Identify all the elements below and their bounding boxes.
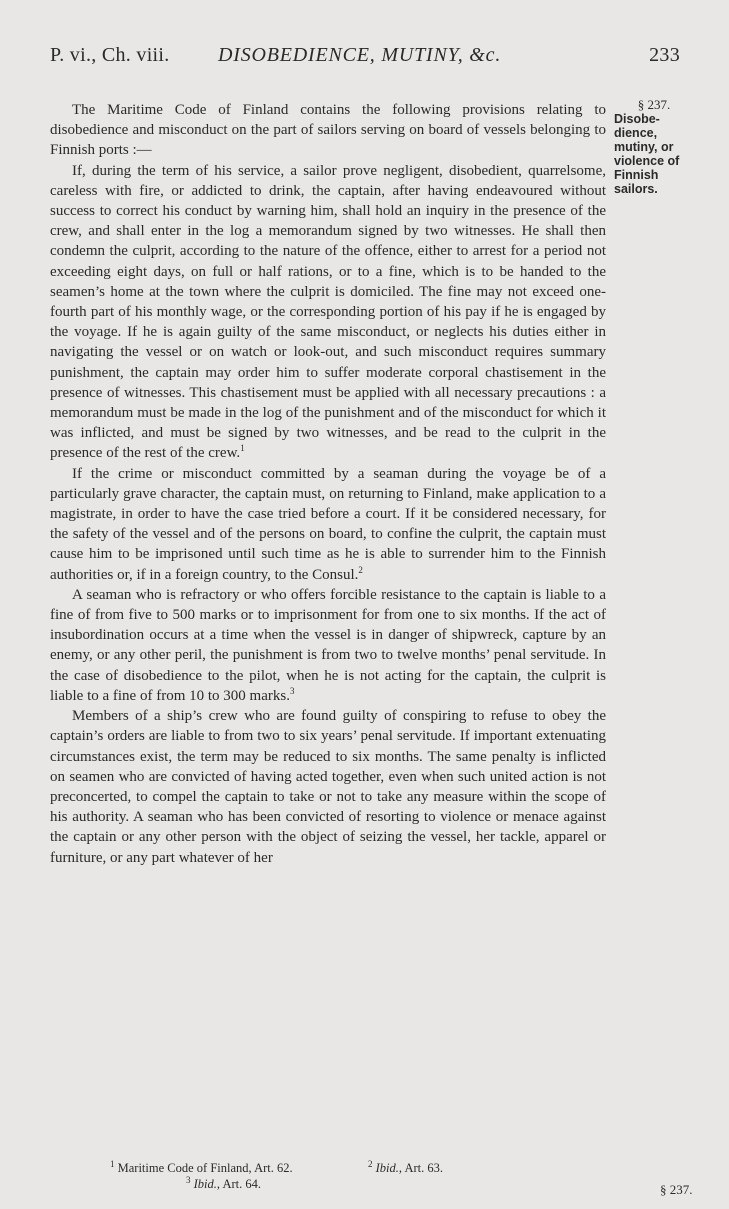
paragraph-2: If, during the term of his service, a sailor prove negligent, disobedient, quarrelsome, careless with fire, or addicted to drink, the captain, after having endeavoured without success to correct his conduct by warning him, shall hold an inquiry in the presence of the crew, and shall enter in the log a memorandum signed by two witnesses. He shall then condemn the culprit, according to the nature of the offence, either to arrest for a period not exceeding eight days, on full or half rations, or to a fine, which is to be handed to the seamen’s home at the town where the culprit is domiciled. The fine may not exceed one-fourth part of his monthly wage, or the corresponding portion of his pay if he is engaged by the voyage. If he is again guilty of the same misconduct, or neglects his duties either in navigating the vessel or on watch or look-out, and such misconduct requires summary punishment, the captain may order him to suffer moderate corporal chastisement in the presence of witnesses. This chastisement must be applied with all necessary precautions : a memorandum must be made in the log of the punishment and of the misconduct for which it was inflicted, and must be signed by two witnesses, and be read to the culprit in the presence of the rest of the crew.$^1$ [50, 162, 606, 462]
paragraph-4: A seaman who is refractory or who offers forcible resistance to the captain is liable to a fine of from five to 500 marks or to imprisonment for from one to six months. If the act of insubordination occurs at a time when the vessel is in danger of shipwreck, capture by an enemy, or any other peril, the punishment is from two to twelve months’ penal servitude. In the case of disobedience to the pilot, when he is not acting for the captain, the culprit is liable to a fine of from 10 to 300 marks.$^3$ [50, 586, 606, 704]
footnote-2: $^2$ Ibid., Art. 63. [368, 1158, 443, 1175]
margin-note [614, 98, 686, 196]
footnote-ref-3: 3 [289, 685, 295, 696]
page-number: 233 [649, 44, 680, 66]
paragraph-1: The Maritime Code of Finland contains the following provisions relating to disobedience and misconduct on the part of sailors serving on board of vessels belonging to Finnish ports :— [50, 102, 606, 159]
header-title: DISOBEDIENCE, MUTINY, &c. [218, 44, 502, 66]
running-header [50, 44, 680, 70]
margin-note-text: Disobe-dience, mutiny, or violence of Finnish sailors. [614, 112, 680, 196]
header-part-chapter: P. vi., Ch. viii. [50, 44, 170, 66]
footnote-ref-2: 2 [358, 564, 363, 575]
footnotes [50, 1160, 606, 1192]
paragraph-3: If the crime or misconduct committed by a seaman during the voyage be of a particularly grave character, the captain must, on returning to Finland, make application to a magistrate, in order to have the case tried before a court. If it be considered necessary, for the safety of the vessel and of the persons on board, to confine the culprit, the captain must cause him to be imprisoned until such time as he is able to surrender him to the Finnish authorities or, if in a foreign country, to the Consul.$^2$ [50, 465, 606, 583]
body-text [50, 100, 606, 868]
margin-section-number: § 237. [637, 97, 671, 112]
catchword: § 237. [660, 1182, 693, 1197]
paragraph-5: Members of a ship’s crew who are found guilty of conspiring to refuse to obey the captain’s orders are liable to from two to six years’ penal servitude. If important extenuating circumstances exist, the term may be reduced to six months. The same penalty is inflicted on seamen who are convicted of having acted together, even when such united action is not preconcerted, to compel the captain to take or not to take any measure within the scope of his authority. A seaman who has been convicted of resorting to violence or menace against the captain or any other person with the object of seizing the vessel, her tackle, apparel or furniture, or any part whatever of her [50, 708, 606, 866]
footnote-3: $^3$ Ibid., Art. 64. [186, 1174, 261, 1191]
footnote-ref-1: 1 [240, 443, 245, 454]
footnote-1: $^1$ Maritime Code of Finland, Art. 62. [110, 1158, 293, 1175]
